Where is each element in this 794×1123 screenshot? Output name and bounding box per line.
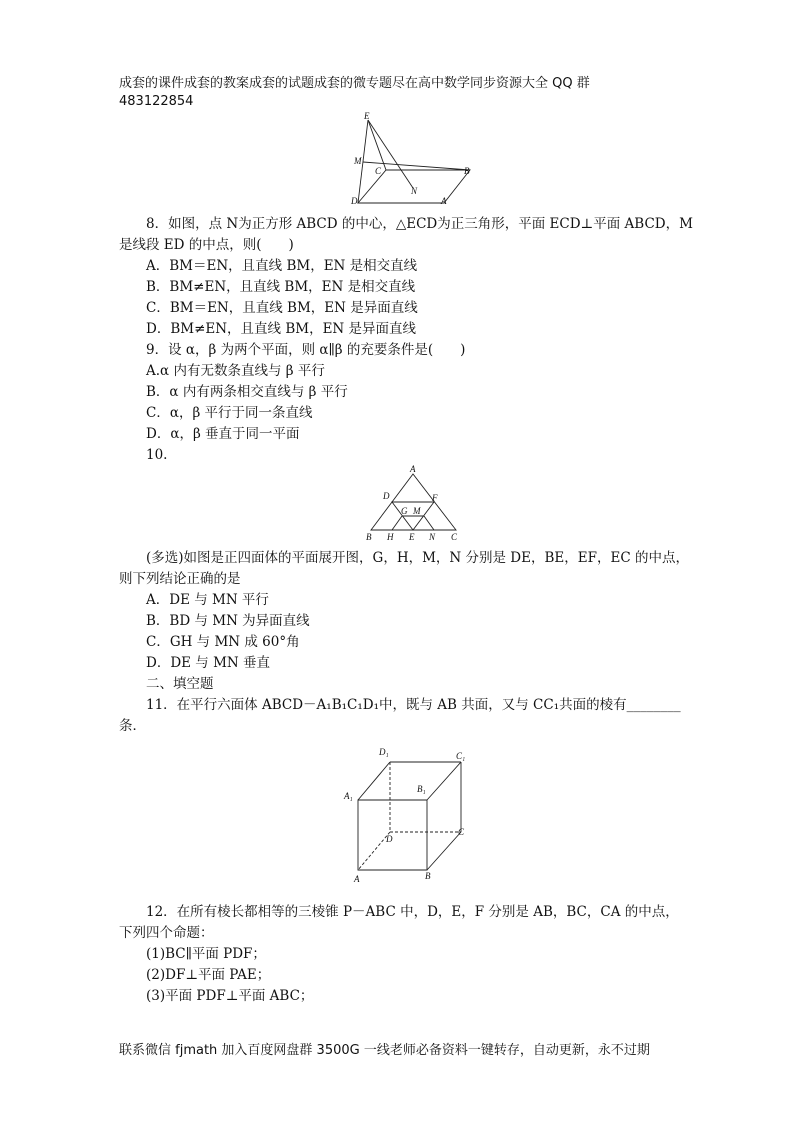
fig3-label-A: A <box>354 874 360 884</box>
q9-option-b: B．α 内有两条相交直线与 β 平行 <box>146 384 348 400</box>
q10-option-c: C．GH 与 MN 成 60°角 <box>146 634 300 650</box>
q12-item-2: (2)DF⊥平面 PAE； <box>146 967 271 983</box>
fig2-label-D: D <box>383 491 390 501</box>
fig3-label-B1: B₁ <box>417 784 426 794</box>
q8-stem-line-1: 8．如图，点 N为正方形 ABCD 的中心，△ECD为正三角形，平面 ECD⊥平面 ABCD，M <box>146 216 693 232</box>
q11-stem-line-1: 11．在平行六面体 ABCD－A₁B₁C₁D₁中，既与 AB 共面，又与 CC₁共面的棱有________ <box>146 697 681 713</box>
fig1-label-E: E <box>364 111 370 121</box>
fig3-label-B: B <box>425 871 431 881</box>
fig2-label-B: B <box>366 532 372 542</box>
fig2-label-M: M <box>413 506 421 516</box>
fig1-label-A: A <box>441 196 447 206</box>
fig2-label-G: G <box>401 506 408 516</box>
fig2-label-A: A <box>410 464 416 474</box>
q10-stem-line-1: (多选)如图是正四面体的平面展开图，G，H，M，N 分别是 DE，BE，EF，EC 的中点， <box>146 550 689 566</box>
fig1-label-C: C <box>375 166 382 176</box>
q12-stem-line-1: 12．在所有棱长都相等的三棱锥 P－ABC 中，D，E，F 分别是 AB，BC，CA 的中点， <box>146 904 679 920</box>
fig3-label-D1: D₁ <box>379 747 389 757</box>
figure-square-triangle <box>340 112 490 212</box>
fig3-label-C: C <box>458 827 465 837</box>
q10-number: 10. <box>146 447 168 463</box>
q9-option-c: C．α，β 平行于同一条直线 <box>146 405 313 421</box>
q9-option-a: A.α 内有无数条直线与 β 平行 <box>146 363 325 379</box>
q8-option-d: D．BM≠EN，且直线 BM，EN 是异面直线 <box>146 321 417 337</box>
fig1-label-B: B <box>464 166 470 176</box>
fig1-label-M: M <box>354 156 362 166</box>
figure-parallelepiped <box>340 742 475 887</box>
q9-option-d: D．α，β 垂直于同一平面 <box>146 426 300 442</box>
header-line-1: 成套的课件成套的教案成套的试题成套的微专题尽在高中数学同步资源大全 QQ 群 <box>119 76 590 91</box>
fig2-label-H: H <box>387 532 394 542</box>
header-line-2: 483122854 <box>119 94 194 109</box>
fig1-label-D: D <box>351 196 358 206</box>
q12-item-3: (3)平面 PDF⊥平面 ABC； <box>146 988 314 1004</box>
figure-tetrahedron-net <box>360 462 470 542</box>
q10-option-a: A．DE 与 MN 平行 <box>146 592 269 608</box>
q10-option-b: B．BD 与 MN 为异面直线 <box>146 613 310 629</box>
q11-stem-line-2: 条． <box>119 718 146 734</box>
fig2-label-N: N <box>429 532 436 542</box>
fig3-label-C1: C₁ <box>456 751 466 761</box>
fig2-label-E: E <box>409 532 415 542</box>
fig2-label-C: C <box>451 532 458 542</box>
section-heading-fill-in: 二、填空题 <box>146 676 214 692</box>
q9-stem: 9．设 α，β 为两个平面，则 α∥β 的充要条件是( ) <box>146 342 466 358</box>
footer-note: 联系微信 fjmath 加入百度网盘群 3500G 一线老师必备资料一键转存，自动更新，永不过期 <box>119 1043 650 1058</box>
q12-stem-line-2: 下列四个命题： <box>119 925 214 941</box>
fig2-label-F: F <box>432 493 438 503</box>
fig3-label-D: D <box>386 834 393 844</box>
q8-stem-line-2: 是线段 ED 的中点，则( ) <box>119 237 294 253</box>
fig1-label-N: N <box>411 186 418 196</box>
q10-stem-line-2: 则下列结论正确的是 <box>119 571 241 587</box>
q10-option-d: D．DE 与 MN 垂直 <box>146 655 271 671</box>
q8-option-c: C．BM＝EN，且直线 BM，EN 是异面直线 <box>146 300 418 316</box>
q12-item-1: (1)BC∥平面 PDF； <box>146 946 266 962</box>
q8-option-b: B．BM≠EN，且直线 BM，EN 是相交直线 <box>146 279 416 295</box>
fig3-label-A1: A₁ <box>344 791 353 801</box>
q8-option-a: A．BM＝EN，且直线 BM，EN 是相交直线 <box>146 258 418 274</box>
